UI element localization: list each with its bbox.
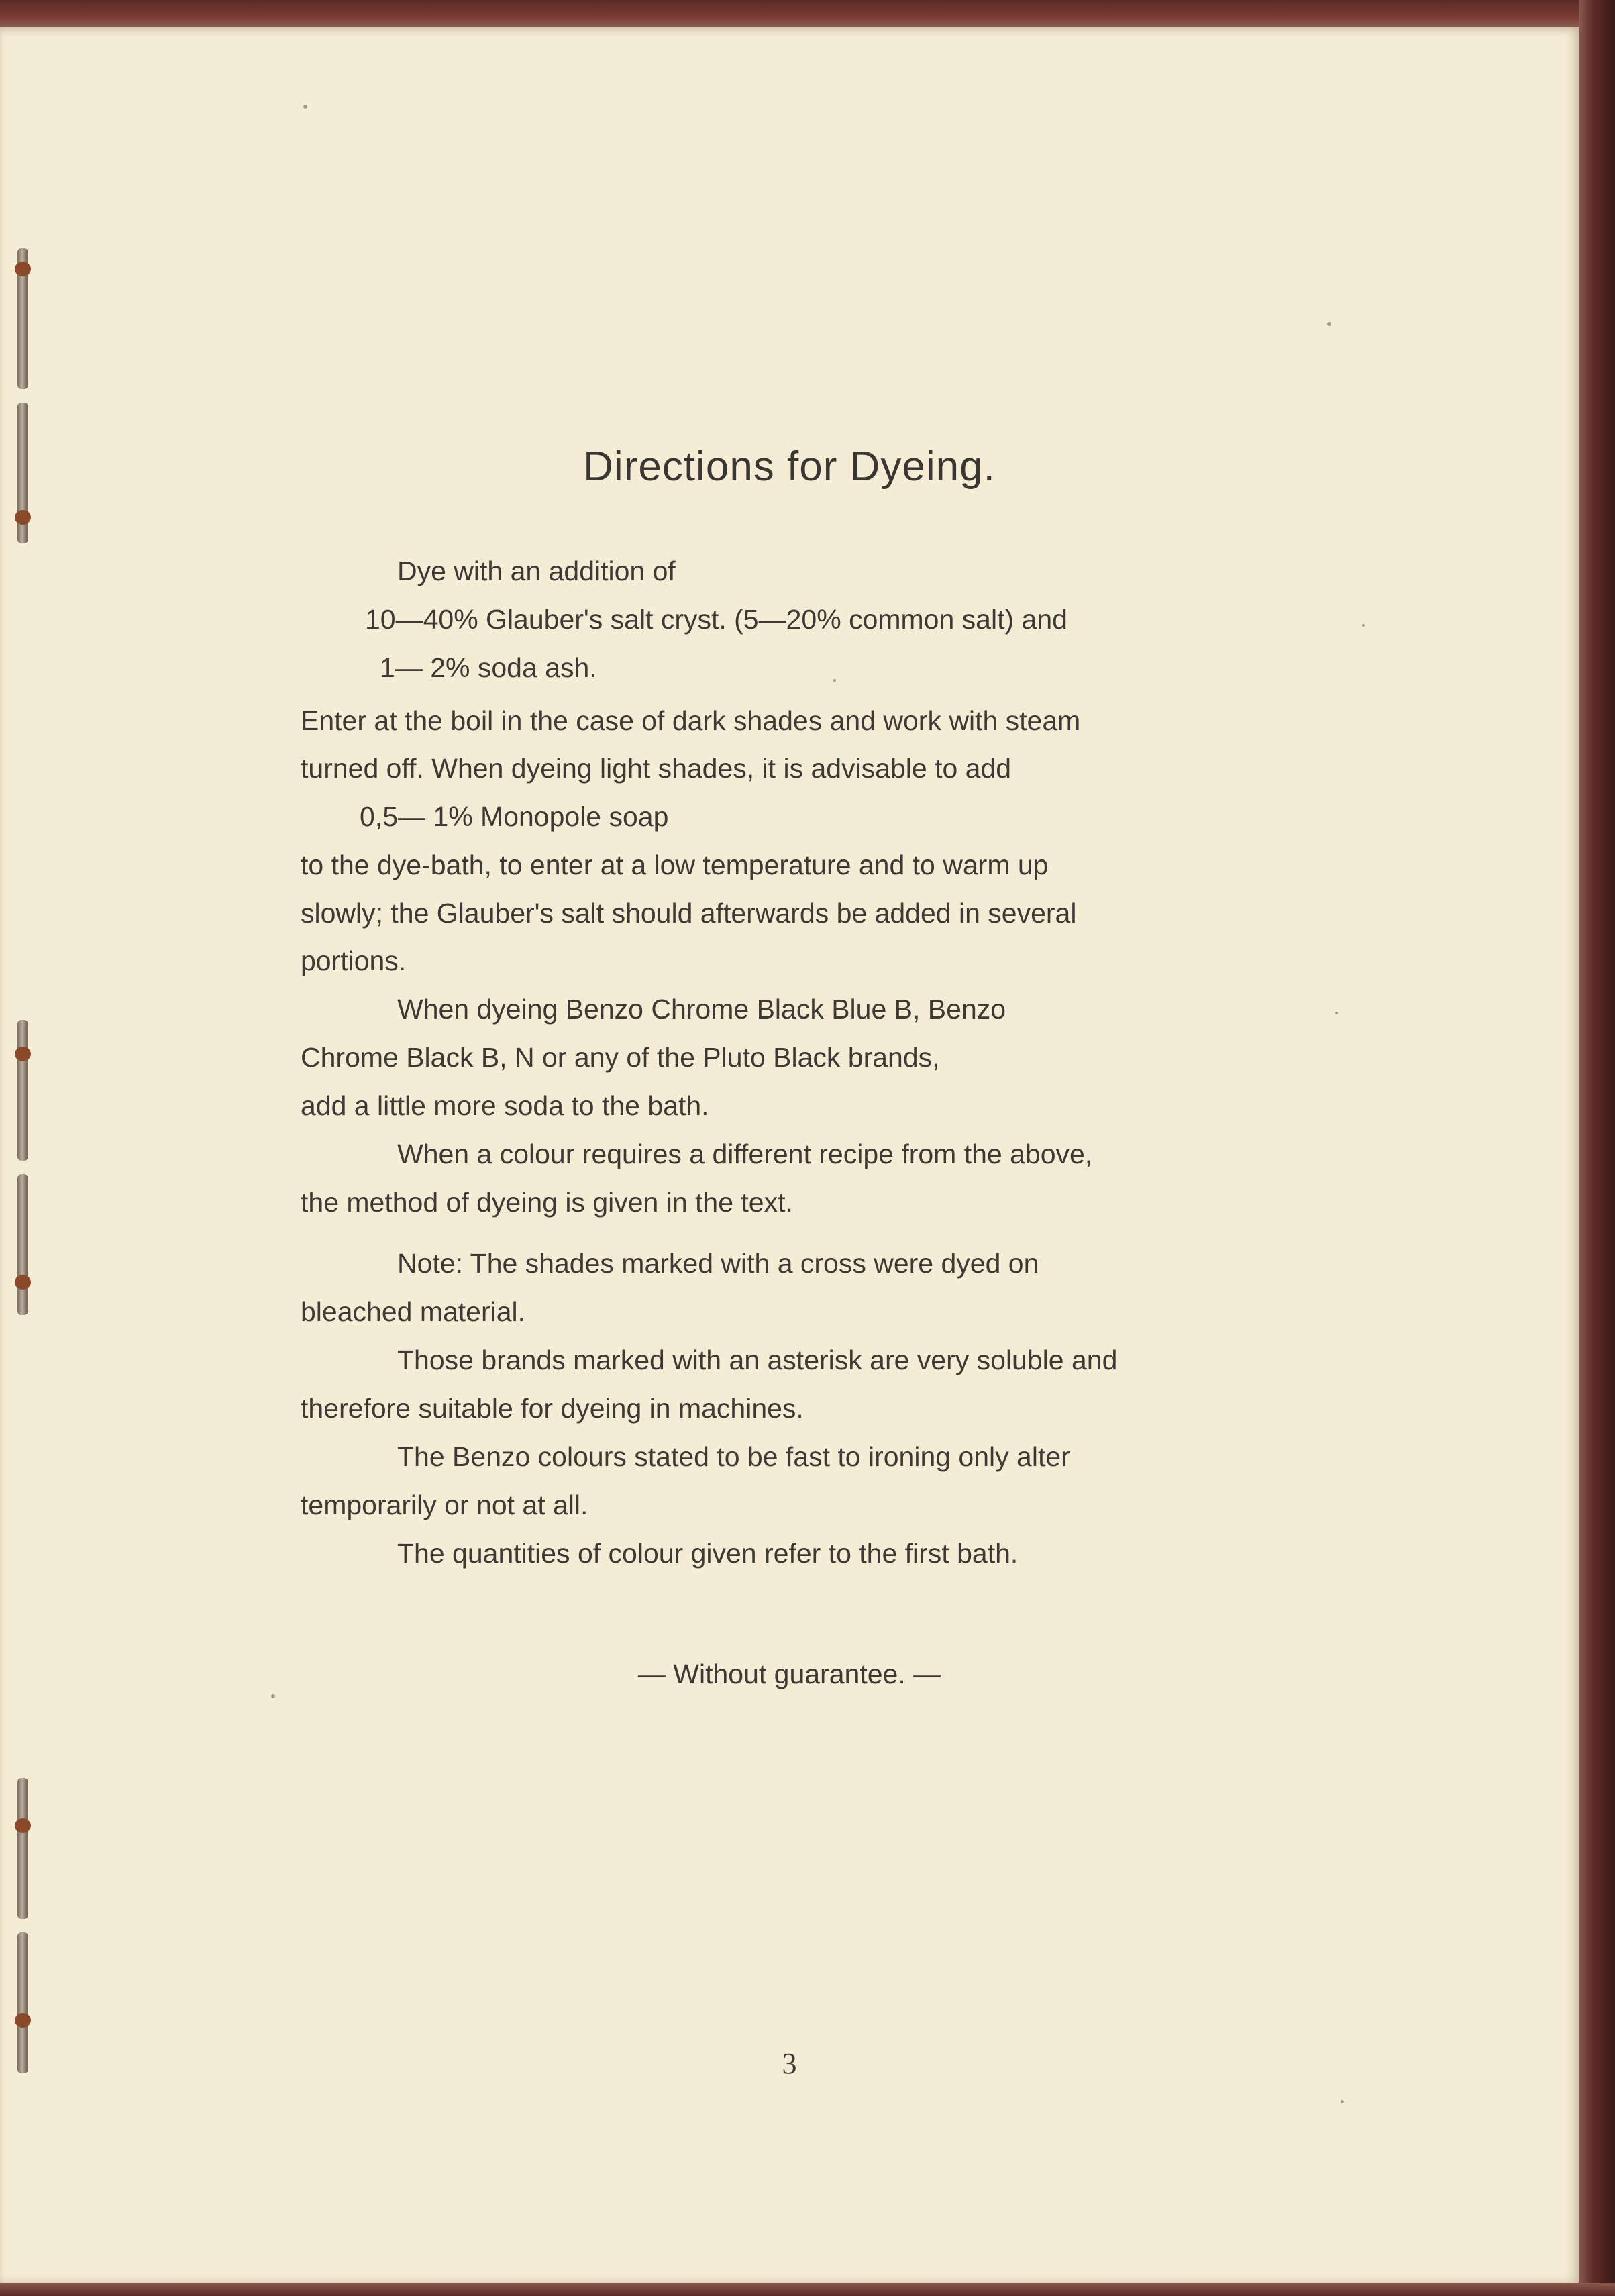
text-line: the method of dyeing is given in the text. [301, 1187, 793, 1218]
binding-staple-icon [17, 1020, 28, 1161]
paper-speck [303, 105, 307, 109]
binding-staple-icon [17, 1778, 28, 1919]
text-line: The Benzo colours stated to be fast to ironing only alter [397, 1441, 1070, 1472]
text-line: 1— 2% soda ash. [380, 652, 597, 683]
book-cover-right-edge [1579, 0, 1615, 2296]
text-line: Those brands marked with an asterisk are very soluble and [397, 1345, 1118, 1375]
text-line: 0,5— 1% Monopole soap [360, 801, 669, 832]
text-line: Note: The shades marked with a cross were dyed on [397, 1248, 1039, 1279]
disclaimer-note: — Without guarantee. — [637, 1659, 941, 1689]
text-line: Enter at the boil in the case of dark shades and work with steam [301, 705, 1081, 736]
text-line: portions. [301, 945, 407, 976]
book-cover-top-edge [0, 0, 1615, 27]
text-line: temporarily or not at all. [301, 1490, 588, 1520]
text-line: bleached material. [301, 1296, 526, 1327]
page-number: 3 [782, 2047, 797, 2080]
text-line: When dyeing Benzo Chrome Black Blue B, Benzo [397, 994, 1006, 1025]
paper-speck [1362, 624, 1365, 627]
paper-speck [1327, 322, 1331, 326]
paper-speck [833, 679, 836, 682]
binding-staple-icon [17, 248, 28, 389]
binding-staple-icon [17, 1174, 28, 1315]
book-cover-bottom-edge [0, 2283, 1615, 2296]
text-line: slowly; the Glauber's salt should afterwards be added in several [301, 898, 1077, 929]
text-line: add a little more soda to the bath. [301, 1090, 709, 1121]
text-line: The quantities of colour given refer to the first bath. [397, 1538, 1019, 1569]
text-line: Chrome Black B, N or any of the Pluto Black brands, [301, 1042, 940, 1073]
paper-speck [1341, 2100, 1344, 2103]
text-line: When a colour requires a different recipe from the above, [397, 1139, 1093, 1169]
page-title: Directions for Dyeing. [583, 443, 996, 490]
text-line: 10—40% Glauber's salt cryst. (5—20% common salt) and [365, 604, 1067, 635]
paper-speck [1335, 1012, 1338, 1014]
paper-speck [271, 1694, 275, 1698]
text-line: therefore suitable for dyeing in machines. [301, 1393, 804, 1424]
text-line: Dye with an addition of [397, 556, 676, 586]
text-line: to the dye-bath, to enter at a low temperature and to warm up [301, 849, 1049, 880]
text-line: turned off. When dyeing light shades, it is advisable to add [301, 753, 1012, 784]
